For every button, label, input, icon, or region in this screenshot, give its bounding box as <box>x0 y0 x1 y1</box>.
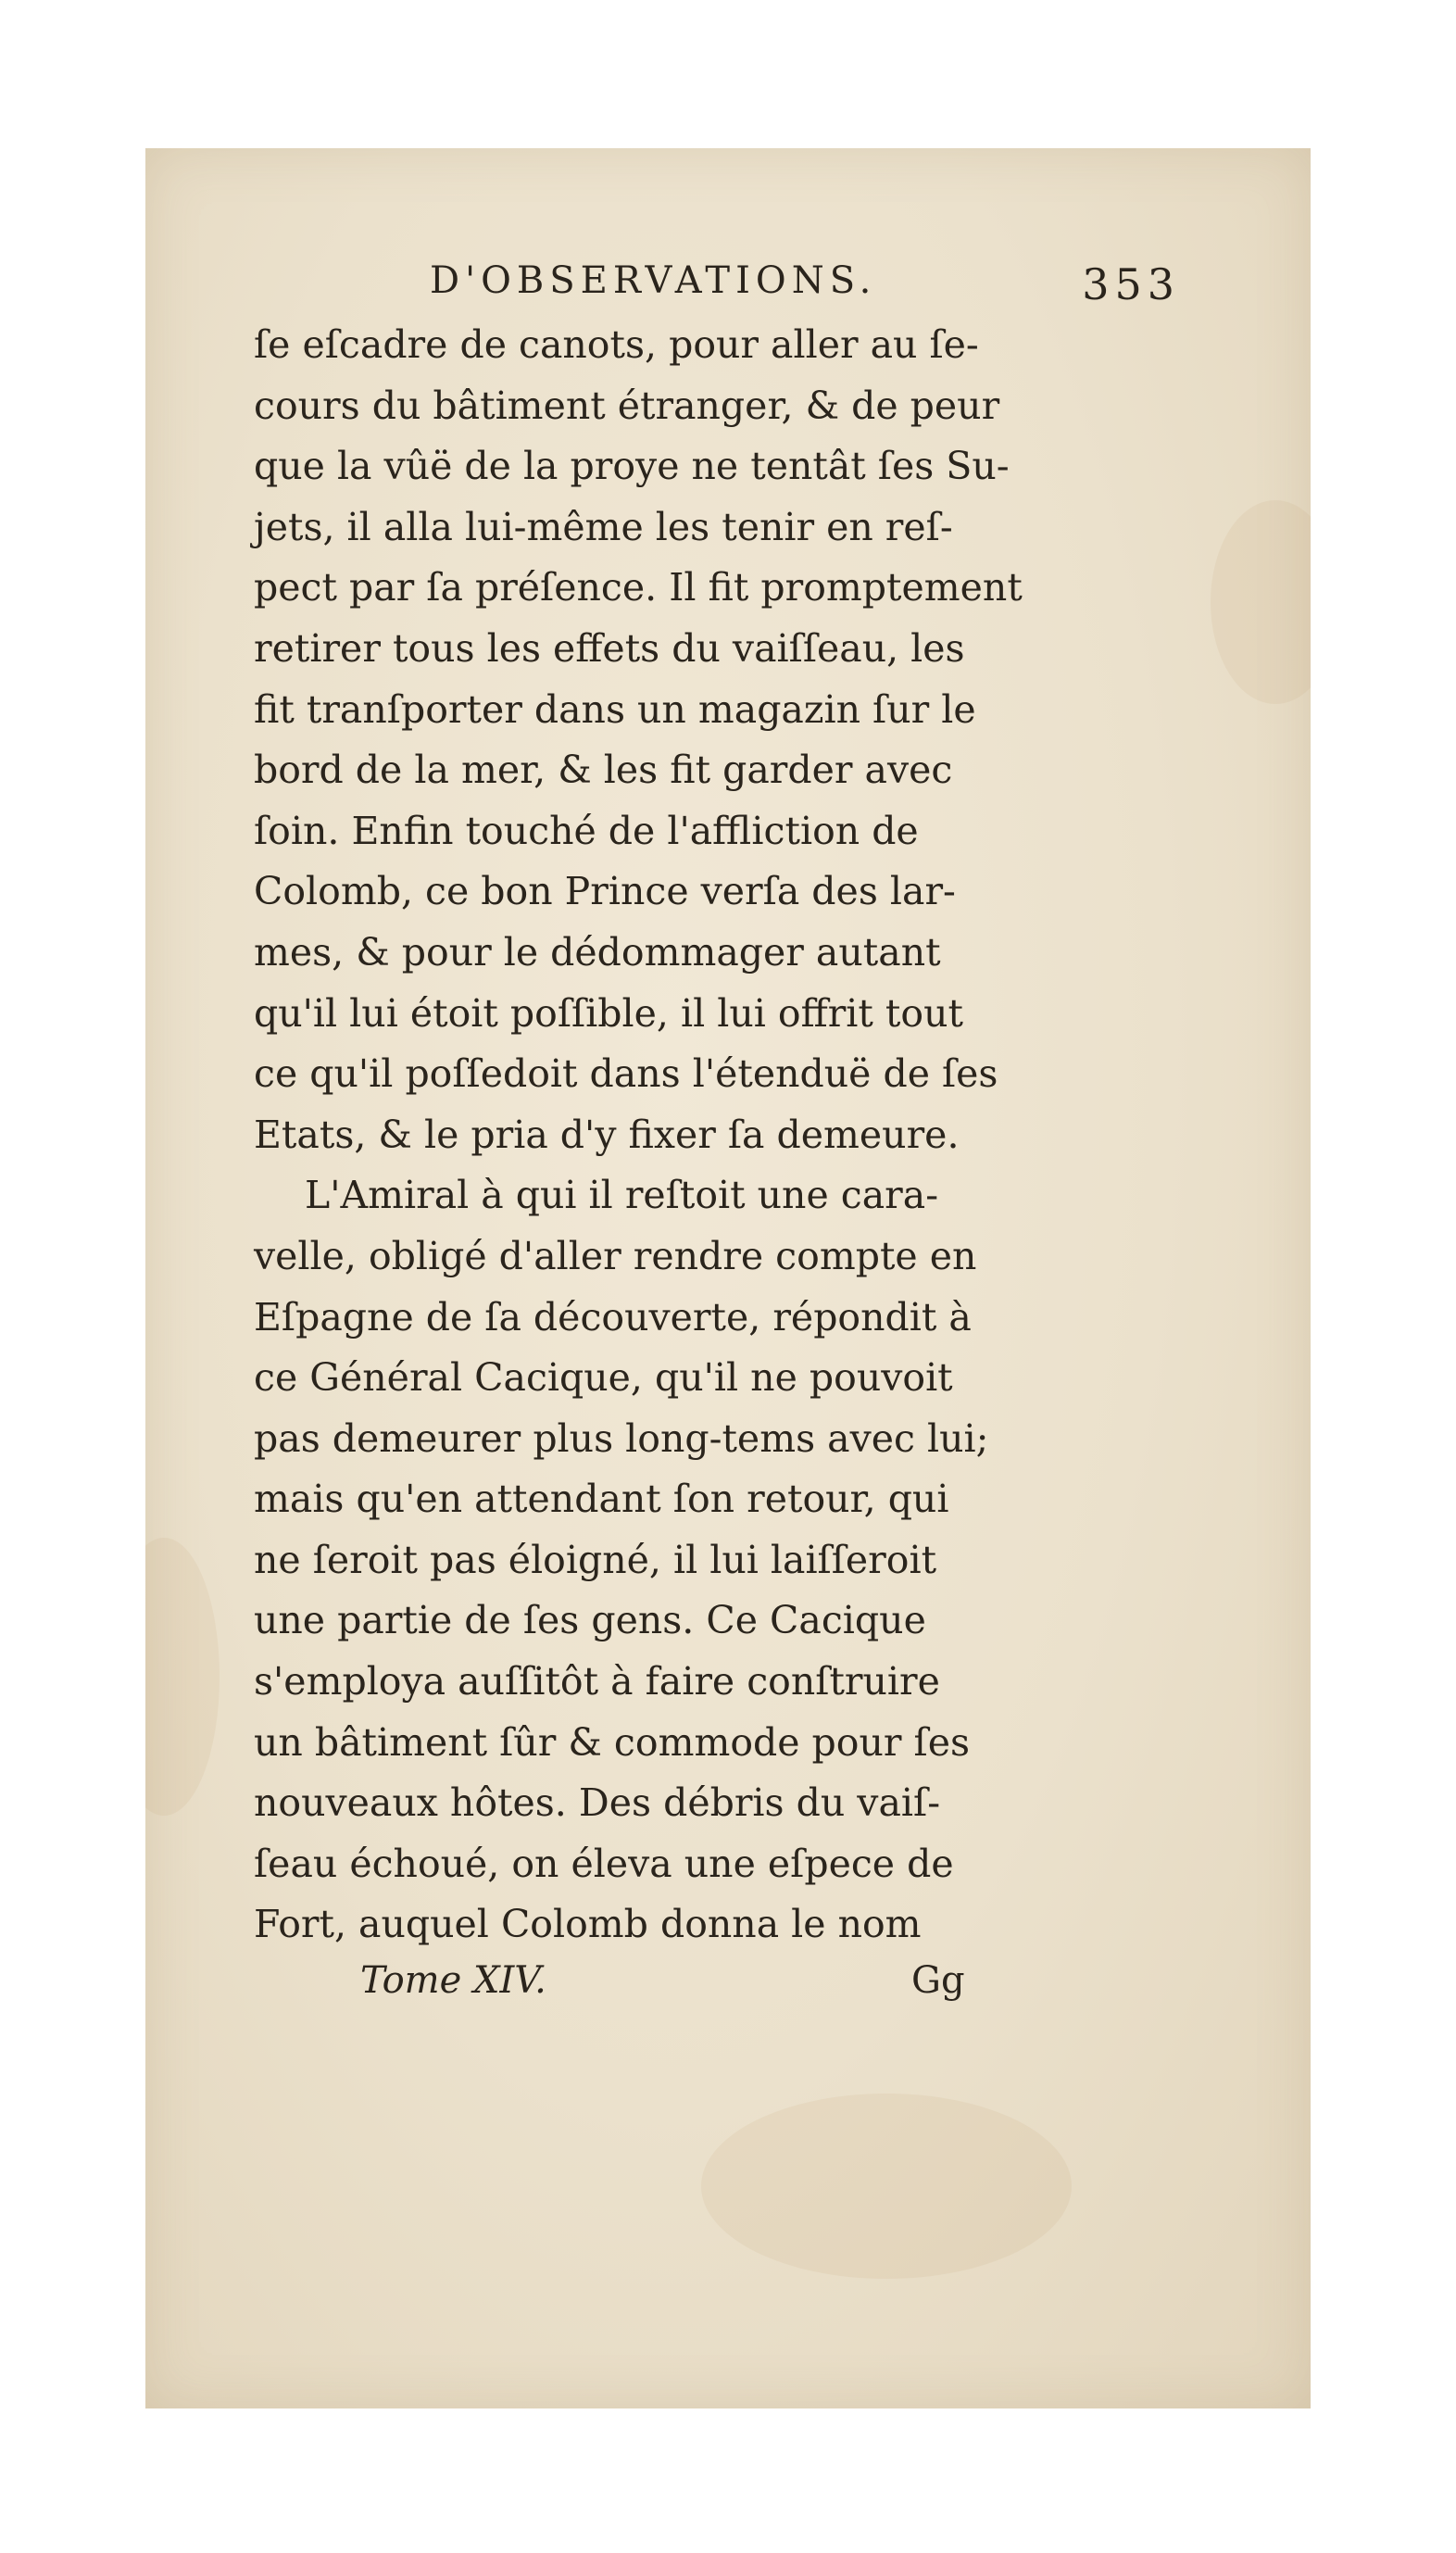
paper-stain <box>1211 500 1311 704</box>
text-line: un bâtiment ſûr & commode pour ſes <box>254 1719 970 1765</box>
signature-mark: Gg <box>911 1959 965 2003</box>
body-text <box>254 315 1180 1956</box>
text-line: ne ſeroit pas éloigné, il lui laiſſeroit <box>254 1537 937 1582</box>
paragraph-start-line: L'Amiral à qui il reſtoit une cara- <box>305 1173 939 1218</box>
text-line: qu'il lui étoit poſſible, il lui offrit tout <box>254 990 963 1036</box>
text-line: pect par ſa préſence. Il fit promptement <box>254 565 1023 610</box>
text-line: bord de la mer, & les fit garder avec <box>254 748 953 793</box>
text-line: Fort, auquel Colomb donna le nom <box>254 1902 922 1947</box>
text-line: mes, & pour le dédommager autant <box>254 929 941 975</box>
text-line: fit tranſporter dans un magazin ſur le <box>254 686 976 732</box>
text-line: jets, il alla lui-même les tenir en reſ- <box>254 504 953 549</box>
text-line: mais qu'en attendant ſon retour, qui <box>254 1477 949 1522</box>
page-scan <box>145 148 1311 2408</box>
paper-stain <box>145 1538 220 1816</box>
text-line: ce Général Cacique, qu'il ne pouvoit <box>254 1355 953 1401</box>
text-line: une partie de ſes gens. Ce Cacique <box>254 1598 926 1643</box>
text-line: Colomb, ce bon Prince verſa des lar- <box>254 869 956 914</box>
text-line: cours du bâtiment étranger, & de peur <box>254 383 1000 428</box>
text-line: ſeau échoué, on éleva une eſpece de <box>254 1841 954 1886</box>
text-line: Etats, & le pria d'y fixer ſa demeure. <box>254 1112 960 1157</box>
text-line: s'employa auſſitôt à faire conſtruire <box>254 1659 940 1704</box>
text-line: ſe eſcadre de canots, pour aller au ſe- <box>254 322 979 367</box>
text-block <box>254 259 1180 2024</box>
page-footer <box>254 1959 1180 2024</box>
paper-stain <box>701 2094 1072 2279</box>
volume-label: Tome XIV. <box>360 1959 546 2003</box>
text-line: Eſpagne de ſa découverte, répondit à <box>254 1294 972 1339</box>
text-line: ſoin. Enfin touché de l'affliction de <box>254 808 919 853</box>
text-line: nouveaux hôtes. Des débris du vaiſ- <box>254 1780 941 1826</box>
text-line: que la vûë de la proye ne tentât ſes Su- <box>254 444 1010 489</box>
page-number: 353 <box>1082 259 1180 309</box>
text-line: retirer tous les effets du vaiſſeau, les <box>254 625 965 671</box>
text-line: ce qu'il poſſedoit dans l'étenduë de ſes <box>254 1051 998 1097</box>
text-line: pas demeurer plus long-tems avec lui; <box>254 1415 989 1461</box>
running-head <box>254 259 1180 315</box>
text-line: velle, obligé d'aller rendre compte en <box>254 1233 977 1278</box>
running-head-title: D'OBSERVATIONS. <box>430 259 877 302</box>
